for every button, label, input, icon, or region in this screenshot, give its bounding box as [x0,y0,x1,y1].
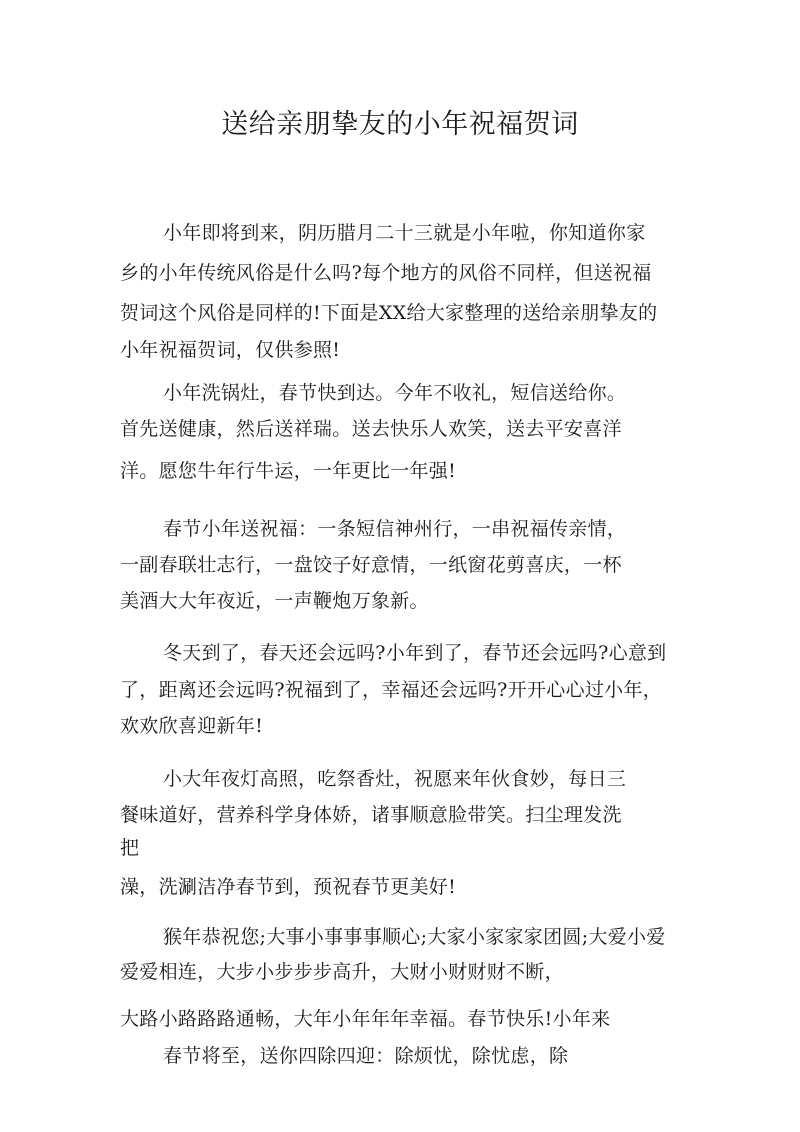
text-line: 小年即将到来，阴历腊月二十三就是小年啦，你知道你家 [163,222,646,244]
text-line: 欢欢欣喜迎新年! [120,715,264,737]
text-line: 美酒大大年夜近，一声鞭炮万象新。 [120,590,429,612]
text-line: 洋。愿您牛年行牛运，一年更比一年强! [120,460,457,482]
document-title: 送给亲朋挚友的小年祝福贺词 [221,109,579,140]
text-line: 餐味道好，营养科学身体娇，诸事顺意脸带笑。扫尘理发洗 [120,804,622,826]
text-line: 大路小路路路通畅，大年小年年年幸福。春节快乐!小年来 [120,1008,611,1030]
text-line: 爱爱相连，大步小步步步高升，大财小财财财不断， [120,961,564,983]
text-line: 小年祝福贺词，仅供参照! [120,339,341,361]
text-line: 冬天到了，春天还会远吗?小年到了，春节还会远吗?心意到 [163,642,667,664]
text-line: 乡的小年传统风俗是什么吗?每个地方的风俗不同样，但送祝福 [120,262,652,284]
text-line: 首先送健康，然后送祥瑞。送去快乐人欢笑，送去平安喜洋 [120,418,622,440]
text-line: 小大年夜灯高照，吃祭香灶，祝愿来年伙食妙，每日三 [163,768,627,790]
text-line: 把 [120,837,140,859]
text-line: 春节小年送祝福：一条短信神州行，一串祝福传亲情， [163,518,627,540]
text-line: 贺词这个风俗是同样的!下面是XX给大家整理的送给亲朋挚友的 [120,302,658,324]
text-line: 了，距离还会远吗?祝福到了，幸福还会远吗?开开心心过小年， [120,679,663,701]
text-line: 小年洗锅灶，春节快到达。今年不收礼，短信送给你。 [163,382,627,404]
text-line: 春节将至，送你四除四迎：除烦忧，除忧虑，除 [163,1045,569,1067]
text-line: 一副春联壮志行，一盘饺子好意情，一纸窗花剪喜庆，一杯 [120,554,622,576]
text-line: 猴年恭祝您;大事小事事事顺心;大家小家家家团圆;大爱小爱 [163,926,666,948]
text-line: 澡，洗涮洁净春节到，预祝春节更美好! [120,876,457,898]
